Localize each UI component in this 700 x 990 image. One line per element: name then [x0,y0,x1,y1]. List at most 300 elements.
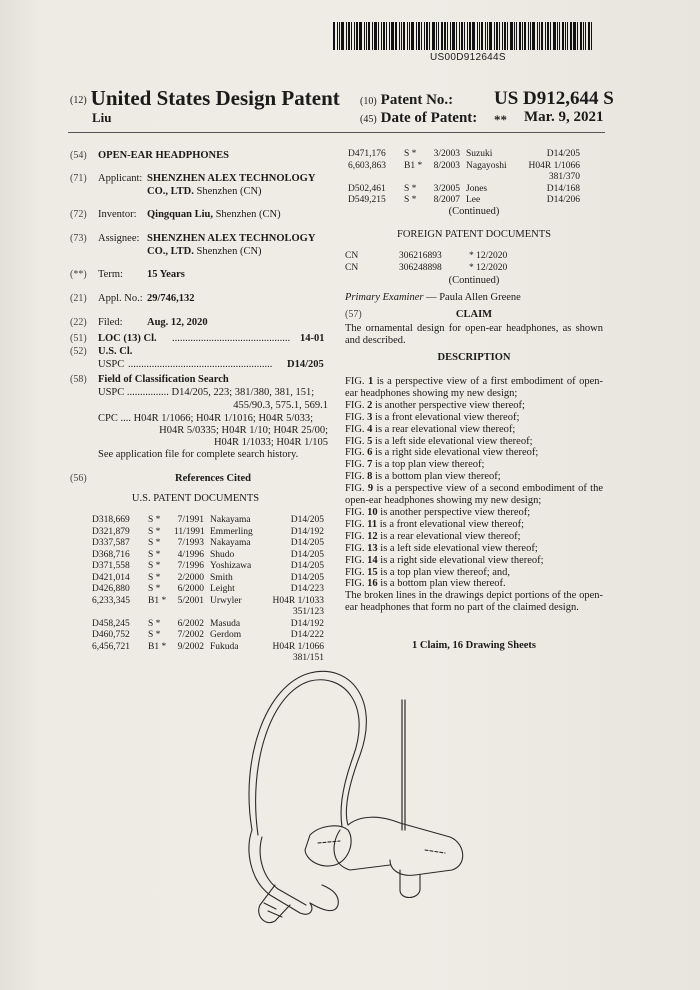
assignee-code: (73) [70,233,87,244]
barcode-bar [389,22,390,50]
barcode-bar [539,22,540,50]
claims-summary: 1 Claim, 16 Drawing Sheets [412,640,536,651]
barcode-bar [346,22,347,50]
barcode-bar [354,22,355,50]
barcode-bar [383,22,385,50]
term-label: Term: [98,269,123,280]
figure-description [345,507,603,519]
reference-row [92,538,324,550]
barcode-bar [436,22,437,50]
filed-code: (22) [70,317,87,328]
description-heading: DESCRIPTION [437,352,511,363]
barcode-bar [364,22,365,50]
reference-row [92,573,324,585]
reference-kind [404,172,430,184]
us-refs-left [92,515,324,665]
search-label: Field of Classification Search [98,374,229,385]
reference-date [430,172,460,184]
filed-label: Filed: [98,317,123,328]
description-body [345,376,603,614]
reference-kind: S * [148,549,161,560]
reference-date: 8/2003 [433,160,460,171]
reference-date: 5/2001 [177,595,204,606]
search-note: See application file for complete search history. [98,449,299,460]
fig-number: 5 [367,435,373,447]
search-cpc-2: H04R 5/0335; H04R 1/10; H04R 25/00; [159,425,328,436]
barcode-bar [588,22,590,50]
design-title: OPEN-EAR HEADPHONES [98,150,229,161]
term-code: (**) [70,269,87,280]
reference-class: D14/205 [546,149,580,159]
barcode-bar [339,22,340,50]
reference-date: 7/1996 [177,561,204,571]
reference-row [348,149,580,161]
search-cpc-3: H04R 1/1033; H04R 1/105 [213,437,328,448]
barcode-bar [348,22,350,50]
examiner-name: — Paula Allen Greene [426,292,521,303]
search-code: (58) [70,374,87,385]
loc-label: LOC (13) Cl. [98,333,157,344]
barcode-number: US00D912644S [430,52,506,63]
date-label-text: Date of Patent: [380,110,478,126]
assignee-city: Shenzhen (CN) [196,246,262,257]
fig-word: FIG. [345,518,365,530]
us-cl-code: (52) [70,346,87,357]
figure-description [345,424,603,436]
applicant-location [147,186,262,199]
reference-name: Emmerling [210,526,253,537]
barcode-bar [562,22,564,50]
fig-number: 3 [367,411,373,423]
foreign-number: 306216893 [399,251,442,261]
applicant-name: SHENZHEN ALEX TECHNOLOGY [147,173,316,184]
us-cl-leader: ....................................................... [128,359,273,370]
reference-name: Lee [466,195,481,205]
fig-text: is a front elevational view thereof; [379,518,525,530]
barcode-bar [489,22,492,50]
reference-patent-number: D502,461 [348,183,386,194]
fig-number: 14 [367,554,378,566]
barcode-bar [421,22,422,50]
figure-description [345,519,603,531]
figure-description [345,436,603,448]
reference-patent-number: D549,215 [348,195,386,205]
reference-name: Smith [210,572,233,583]
applicant-label: Applicant: [98,173,143,184]
reference-kind: B1 * [148,595,167,606]
appl-no-value: 29/746,132 [147,293,195,304]
reference-patent-number: 6,456,721 [92,641,130,652]
barcode-bar [573,22,576,50]
fig-number: 13 [367,542,378,554]
fig-number: 7 [367,459,373,471]
applicant-city: Shenzhen (CN) [196,186,262,197]
barcode-bar [409,22,410,50]
reference-row [92,653,324,665]
figure-description [345,555,603,567]
loc-code: (51) [70,333,87,344]
foreign-number: 306248898 [399,262,442,273]
patent-number-label [360,92,453,109]
barcode-bar [532,22,535,50]
reference-class: D14/192 [290,526,324,537]
fig-word: FIG. [345,542,365,554]
barcode-bar [570,22,572,50]
foreign-country: CN [345,262,359,273]
barcode-bar [469,22,471,50]
fig-text: is a top plan view thereof; [375,459,485,471]
reference-kind: B1 * [404,160,423,171]
reference-kind: S * [404,195,417,205]
fig-text: is a bottom plan view thereof. [380,578,506,590]
refs-heading: References Cited [175,473,251,484]
barcode-bar [351,22,352,50]
us-cl-label: U.S. Cl. [98,346,133,357]
headphones-drawing [240,665,480,955]
reference-patent-number: D371,558 [92,561,130,571]
right-body-detail [425,850,445,853]
barcode-bar [504,22,506,50]
barcode [333,22,605,50]
fig-word: FIG. [345,435,365,447]
reference-row [92,596,324,608]
headband-inner [256,680,360,835]
barcode-bar [359,22,362,50]
fig-text: is a left side elevational view thereof; [380,542,538,554]
fig-text: is another perspective view thereof; [375,399,525,411]
barcode-bar [450,22,451,50]
reference-class: D14/205 [290,515,324,525]
foreign-row [345,263,529,275]
search-uspc-2: 455/90.3, 575.1, 569.1 [233,400,328,411]
fig-text: is a rear elevational view thereof; [375,423,516,435]
broken-lines-statement: The broken lines in the drawings depict portions of the open-ear headphones that form no part of the claimed design. [345,590,603,614]
reference-date: 7/1993 [177,538,204,548]
barcode-bar [459,22,460,50]
foreign-docs-table [345,251,529,274]
barcode-bar [441,22,443,50]
reference-kind [148,607,174,619]
fig-text: is a right side elevational view thereof; [375,447,539,459]
barcode-bar [522,22,523,50]
barcode-bar [550,22,551,50]
barcode-bar [510,22,513,50]
reference-kind: S * [148,618,161,629]
figure-description [345,483,603,507]
figure-description [345,376,603,400]
barcode-bar [372,22,373,50]
reference-class: D14/168 [546,183,580,194]
reference-class: D14/205 [290,549,324,560]
barcode-bar [547,22,549,50]
fig-number: 15 [367,566,378,578]
fig-word: FIG. [345,578,365,590]
reference-name: Shudo [210,549,235,560]
reference-patent-number: D421,014 [92,572,130,583]
barcode-bar [524,22,526,50]
reference-patent-number [348,172,404,184]
barcode-bar [461,22,463,50]
barcode-bar [411,22,414,50]
figure-description [345,543,603,555]
assignee-name: SHENZHEN ALEX TECHNOLOGY [147,233,316,244]
barcode-bar [456,22,457,50]
barcode-bar [447,22,448,50]
barcode-bar [528,22,529,50]
reference-kind: B1 * [148,641,167,652]
figure-description [345,471,603,483]
filed-value: Aug. 12, 2020 [147,317,208,328]
fig-text: is a right side elevational view thereof; [380,554,544,566]
patent-number: US D912,644 S [494,88,614,109]
reference-patent-number: D471,176 [348,149,386,159]
reference-patent-number [92,653,148,665]
barcode-bar [401,22,402,50]
figure-description [345,567,603,579]
reference-class: H04R 1/1066 [528,160,580,171]
barcode-bar [567,22,568,50]
barcode-bar [341,22,344,50]
figure-description [345,578,603,590]
fig-word: FIG. [345,566,365,578]
reference-class: 351/123 [292,607,324,617]
barcode-bar [333,22,335,50]
barcode-bar [577,22,578,50]
patent-number-code: (10) [360,96,377,107]
us-refs-right [348,149,580,207]
header-rule [68,132,605,133]
right-neck-join [334,830,390,870]
barcode-bar [557,22,558,50]
barcode-bar [519,22,521,50]
examiner-line [345,292,521,305]
foreign-country: CN [345,251,359,261]
barcode-bar [407,22,408,50]
reference-date: 6/2002 [177,618,204,629]
reference-name: Masuda [210,618,241,629]
reference-patent-number: D458,245 [92,618,130,629]
fig-word: FIG. [345,506,365,518]
reference-patent-number: D460,752 [92,630,130,640]
fig-word: FIG. [345,471,365,483]
figure-description [345,447,603,459]
reference-row [92,550,324,562]
reference-class: D14/222 [290,630,324,640]
reference-name: Fukuda [210,641,239,652]
barcode-bar [374,22,377,50]
reference-date: 7/2002 [177,630,204,640]
reference-row [92,619,324,631]
barcode-bar [494,22,495,50]
reference-kind: S * [148,561,161,571]
reference-patent-number: 6,233,345 [92,595,130,606]
reference-patent-number: D321,879 [92,526,130,537]
figure-description [345,400,603,412]
fig-number: 10 [367,506,378,518]
barcode-bar [381,22,382,50]
reference-name [466,172,524,184]
inventor-city: Shenzhen (CN) [215,209,281,220]
reference-row [92,642,324,654]
barcode-bar [452,22,455,50]
barcode-bar [530,22,531,50]
center-detail [318,841,340,843]
reference-kind: S * [148,526,161,537]
barcode-bar [403,22,405,50]
applicant-code: (71) [70,173,87,184]
fig-text: is a top plan view thereof; and, [380,566,511,578]
barcode-bar [565,22,566,50]
examiner-label: Primary Examiner [345,292,424,303]
barcode-bar [591,22,592,50]
reference-name: Jones [466,183,488,194]
barcode-bar [499,22,500,50]
fig-word: FIG. [345,459,365,471]
refs-code: (56) [70,473,87,484]
patent-type-text: United States Design Patent [90,86,340,110]
reference-kind: S * [404,183,417,194]
fig-text: is a perspective view of a second embodiment of the open-ear headphones showing my new design; [345,483,604,507]
barcode-bar [368,22,370,50]
reference-class: D14/205 [290,572,324,583]
title-code: (54) [70,150,87,161]
fig-word: FIG. [345,411,365,423]
fig-word: FIG. [345,530,365,542]
barcode-bar [444,22,446,50]
headband-outer [249,671,366,830]
inventor-name: Qingquan Liu, [147,209,213,220]
reference-class: D14/223 [290,584,324,594]
loc-leader: ............................................. [172,333,291,344]
inventor-value [147,209,281,222]
reference-date: 7/1991 [177,515,204,525]
barcode-bar [416,22,417,50]
refs-continued: (Continued) [448,206,500,217]
reference-name: Nakayama [210,538,251,548]
foreign-date: * 12/2020 [469,251,508,261]
assignee-label: Assignee: [98,233,140,244]
reference-kind: S * [148,572,161,583]
barcode-bar [472,22,475,50]
reference-date: 11/1991 [174,526,205,537]
fig-word: FIG. [345,423,365,435]
reference-date: 3/2003 [433,149,460,159]
reference-patent-number: 6,603,863 [348,160,386,171]
barcode-bar [485,22,486,50]
fig-text: is a front elevational view thereof; [375,411,520,423]
reference-class: D14/205 [290,561,324,571]
fig-number: 1 [368,376,374,387]
fig-text: is a rear elevational view thereof; [380,530,521,542]
barcode-bar [553,22,556,50]
reference-row [92,515,324,527]
assignee-location [147,246,262,259]
term-value: 15 Years [147,269,185,280]
search-uspc-1: USPC ................ D14/205, 223; 381/380, 381, 151; [98,387,315,398]
reference-date: 6/2000 [177,584,204,594]
reference-date [174,607,204,619]
barcode-bar [395,22,397,50]
reference-row [348,184,580,196]
reference-name: Yoshizawa [210,561,252,571]
reference-name: Gerdom [210,630,242,640]
reference-name: Nagayoshi [466,160,507,171]
reference-kind: S * [148,538,161,548]
reference-row [348,172,580,184]
barcode-bar [399,22,400,50]
foreign-row [345,251,529,263]
reference-patent-number: D337,587 [92,538,130,548]
barcode-bar [356,22,358,50]
foreign-continued: (Continued) [448,275,500,286]
date-term-star: ** [494,112,507,127]
us-cl-sub: USPC [98,359,125,370]
reference-row [348,161,580,173]
reference-date: 3/2005 [433,183,460,194]
fig-text: is a bottom plan view thereof; [375,471,501,483]
reference-patent-number: D318,669 [92,515,130,525]
fig-word: FIG. [345,447,365,459]
barcode-bar [580,22,582,50]
fig-word: FIG. [345,399,365,411]
reference-name: Nakayama [210,515,251,525]
left-pod [310,885,338,911]
barcode-bar [438,22,439,50]
inventor-code: (72) [70,209,87,220]
date-code: (45) [360,114,377,125]
date-of-patent: Mar. 9, 2021 [524,109,604,125]
barcode-bar [477,22,478,50]
reference-row [92,527,324,539]
claim-code: (57) [345,309,362,320]
barcode-bar [502,22,503,50]
reference-kind: S * [148,584,161,594]
us-cl-value: D14/205 [287,359,324,370]
fig-text: is a left side elevational view thereof; [375,435,533,447]
reference-date: 9/2002 [177,641,204,652]
center-module [305,826,351,866]
search-cpc-1: CPC .... H04R 1/1066; H04R 1/1016; H04R 5/033; [98,413,313,424]
barcode-bar [585,22,586,50]
reference-date: 2/2000 [177,572,204,583]
barcode-bar [516,22,517,50]
reference-row [348,195,580,207]
barcode-bar [514,22,515,50]
barcode-bar [545,22,546,50]
barcode-bar [418,22,420,50]
assignee-company-suffix: CO., LTD. [147,246,194,257]
inventor-label: Inventor: [98,209,137,220]
reference-class: D14/192 [290,618,324,629]
reference-kind: S * [148,515,161,525]
reference-class: D14/205 [290,538,324,548]
reference-row [92,584,324,596]
reference-class: D14/206 [546,195,580,205]
fig-word: FIG. [345,483,365,495]
us-patent-docs-heading: U.S. PATENT DOCUMENTS [131,493,260,504]
barcode-bar [487,22,488,50]
barcode-bar [391,22,394,50]
reference-row [92,561,324,573]
reference-name: Suzuki [466,149,493,159]
foreign-date: * 12/2020 [469,262,508,273]
reference-row [92,630,324,642]
claim-text: The ornamental design for open-ear headphones, as shown and described. [345,323,603,346]
fig-number: 8 [367,471,373,483]
appl-no-code: (21) [70,293,87,304]
reference-class: 381/151 [292,653,324,663]
barcode-bar [378,22,379,50]
